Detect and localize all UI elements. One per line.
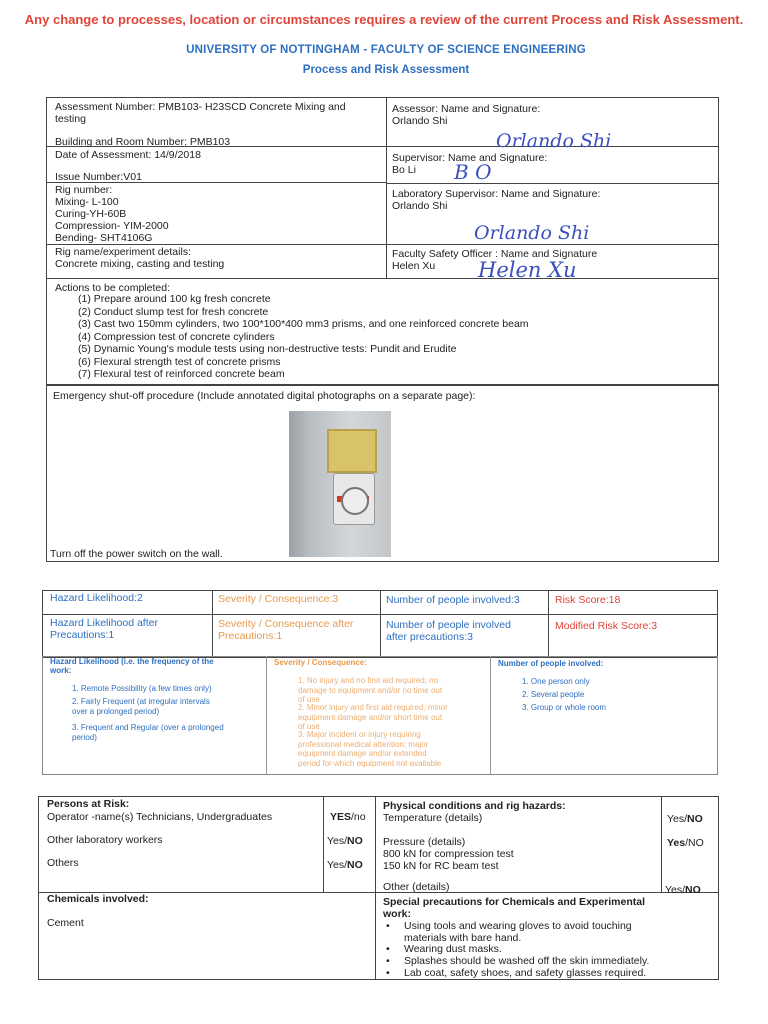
likelihood-legend-item: 3. Frequent and Regular (over a prolonged period) [72, 723, 224, 742]
people-legend-item: 3. Group or whole room [522, 703, 607, 712]
rig-number: Rig number: Mixing- L-100 Curing-YH-60B Compression- YIM-2000 Bending- SHT4106G [55, 184, 169, 244]
list-item: (7) Flexural test of reinforced concrete beam [78, 368, 285, 380]
other-details-yes-no: Yes/NO [665, 884, 701, 896]
people-legend-item: 2. Several people [522, 690, 585, 699]
document-title: Process and Risk Assessment [302, 64, 470, 76]
list-item: (5) Dynamic Young's module tests using non-destructive tests: Pundit and Erudite [78, 343, 457, 355]
precaution-bullet: • [386, 955, 390, 967]
chemicals-heading: Chemicals involved: [47, 893, 149, 905]
temperature-text: Temperature (details) [383, 812, 483, 824]
people-legend-item: 1. One person only [522, 677, 590, 686]
actions-list [78, 293, 529, 381]
pressure-text: Pressure (details) 800 kN for compression test 150 kN for RC beam test [383, 836, 514, 872]
likelihood-legend-item: 2. Fairly Frequent (at irregular intervals over a prolonged period) [72, 697, 210, 716]
persons-heading: Persons at Risk: [47, 798, 130, 810]
issue-number: Issue Number:V01 [55, 171, 142, 183]
others-text: Others [47, 857, 79, 869]
lab-supervisor: Laboratory Supervisor: Name and Signature: Orlando Shi [392, 188, 601, 212]
assessor: Assessor: Name and Signature: Orlando Shi [392, 103, 541, 127]
physical-heading: Physical conditions and rig hazards: [383, 800, 566, 812]
severity-legend-item: 3. Major incident or injury requiring professional medical attention; major equipment damage and/or extended period for which equipment not available [298, 730, 442, 768]
likelihood-legend-item: 1. Remote Possibility (a few times only) [72, 684, 212, 693]
emergency-heading: Emergency shut-off procedure (Include annotated digital photographs on a separate page): [53, 390, 476, 402]
operator-yes-no: YES/no [330, 811, 366, 823]
supervisor-signature: BO [454, 160, 498, 184]
people-involved: Number of people involved:3 [386, 594, 520, 606]
temperature-yes-no: Yes/NO [667, 813, 703, 825]
list-item: (2) Conduct slump test for fresh concrete [78, 305, 269, 318]
power-switch-photo [289, 411, 391, 557]
people-involved-after: Number of people involved after precautions:3 [386, 619, 511, 643]
precaution-item: Wearing dust masks. [404, 943, 502, 955]
precaution-bullet: • [386, 967, 390, 979]
building-room: Building and Room Number: PMB103 [55, 136, 231, 148]
pressure-yes-no: Yes/NO [667, 837, 704, 849]
supervisor: Supervisor: Name and Signature: Bo Li [392, 152, 548, 176]
actions-heading: Actions to be completed: [55, 282, 170, 294]
other-details-text: Other (details) [383, 881, 450, 893]
assessment-number: Assessment Number: PMB103- H23SCD Concrete Mixing and testing [55, 101, 346, 125]
hazards-table [38, 796, 719, 980]
precaution-bullet: • [386, 920, 390, 932]
assessment-date: Date of Assessment: 14/9/2018 [55, 149, 201, 161]
severity-legend-item: 1. No injury and no first aid required; no damage to equipment and/or no time out of use [298, 676, 443, 704]
list-item: (1) Prepare around 100 kg fresh concrete [78, 293, 271, 305]
precaution-item: Lab coat, safety shoes, and safety glasses required. [404, 967, 647, 979]
people-legend-heading: Number of people involved: [498, 659, 604, 668]
safety-officer-signature: Helen Xu [478, 258, 577, 282]
precaution-bullet: • [386, 943, 390, 955]
list-item: (4) Compression test of concrete cylinders [78, 330, 275, 343]
hazard-likelihood: Hazard Likelihood:2 [50, 592, 143, 604]
list-item: (6) Flexural strength test of concrete prisms [78, 355, 281, 368]
emergency-caption: Turn off the power switch on the wall. [50, 548, 223, 560]
severity-legend-heading: Severity / Consequence: [274, 658, 367, 667]
rig-name: Rig name/experiment details: Concrete mixing, casting and testing [55, 246, 225, 270]
severity: Severity / Consequence:3 [218, 593, 339, 605]
operator-text: Operator -name(s) Technicians, Undergraduates [47, 811, 273, 823]
chemical-item: Cement [47, 917, 84, 929]
risk-score: Risk Score:18 [555, 594, 621, 606]
other-workers-text: Other laboratory workers [47, 834, 163, 846]
others-yes-no: Yes/NO [327, 859, 363, 871]
severity-after: Severity / Consequence after Precautions:1 [218, 618, 354, 642]
lab-supervisor-signature: Orlando Shi [474, 222, 590, 244]
safety-officer: Faculty Safety Officer : Name and Signature Helen Xu [392, 248, 598, 272]
assessor-signature: Orlando Shi [496, 130, 612, 152]
modified-risk-score: Modified Risk Score:3 [555, 620, 658, 632]
severity-legend-item: 2. Minor injury and first aid required, minor equipment damage and/or short time out of use [298, 703, 448, 731]
other-workers-yes-no: Yes/NO [327, 835, 363, 847]
likelihood-legend-heading: Hazard Likelihood (i.e. the frequency of the work: [50, 657, 214, 675]
precaution-item: Using tools and wearing gloves to avoid touching materials with bare hand. [404, 920, 632, 944]
review-banner: Any change to processes, location or circumstances requires a review of the current Process and Risk Assessment. [24, 12, 744, 27]
precautions-heading: Special precautions for Chemicals and Experimental work: [383, 896, 646, 920]
precaution-item: Splashes should be washed off the skin immediately. [404, 955, 650, 967]
hazard-likelihood-after: Hazard Likelihood after Precautions:1 [50, 617, 158, 641]
university-title: UNIVERSITY OF NOTTINGHAM - FACULTY OF SCIENCE ENGINEERING [186, 44, 586, 56]
list-item: (3) Cast two 150mm cylinders, two 100*100*400 mm3 prisms, and one reinforced concrete beam [78, 318, 529, 330]
